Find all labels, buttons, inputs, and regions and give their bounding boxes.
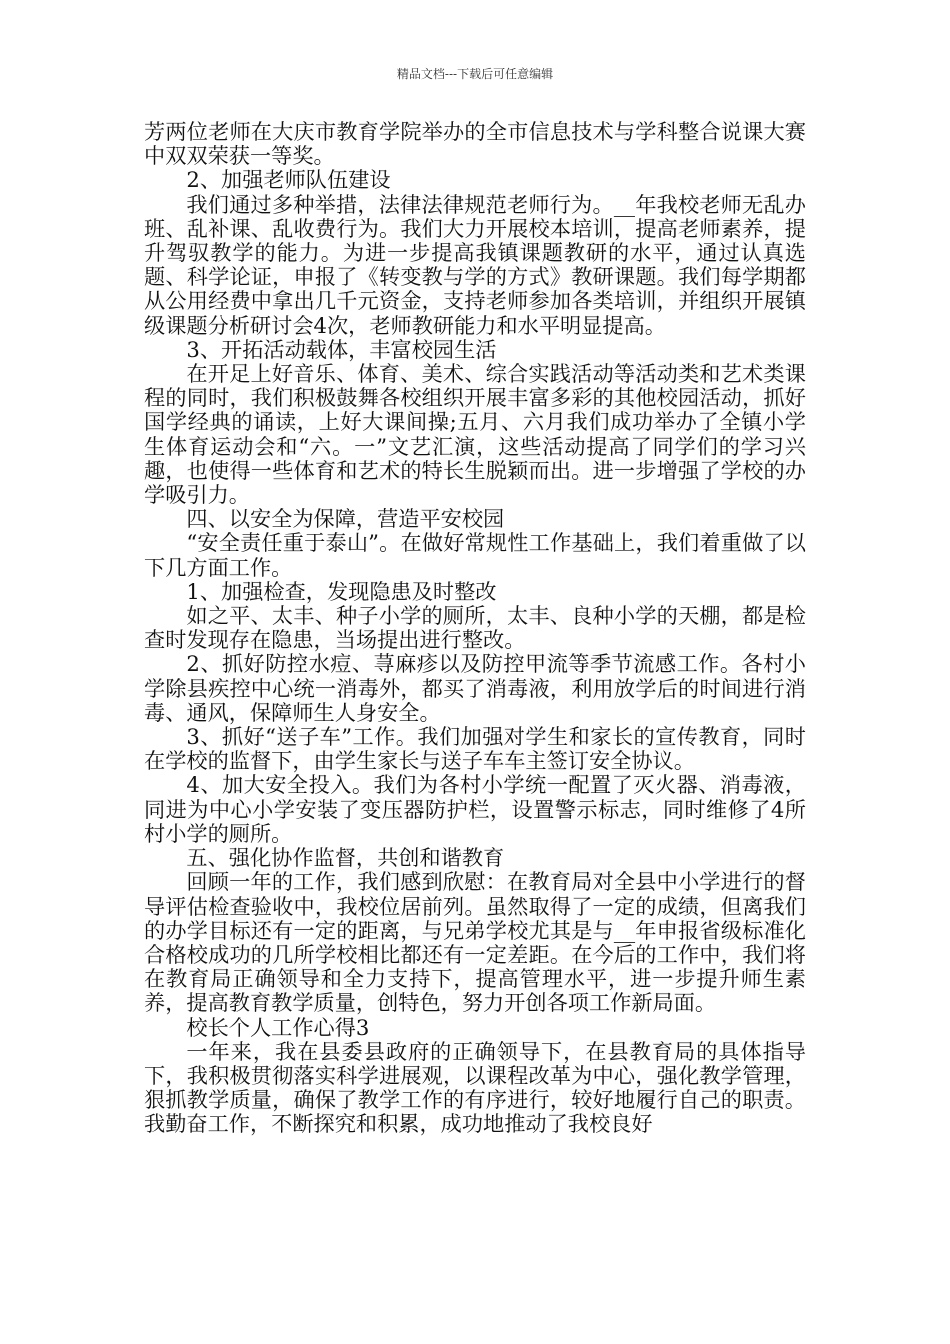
- section-heading: 校长个人工作心得3: [186, 1014, 370, 1040]
- paragraph: 我们通过多种举措，法律法律规范老师行为。__年我校老师无乱办班、乱补课、乱收费行为。我们大力开展校本培训，提高老师素养，提升驾驭教学的能力。为进一步提高我镇课题教研的水平，通过认真选题、科学论证，申报了《转变教与学的方式》教研课题。我们每学期都从公用经费中拿出几千元资金，支持老师参加各类培训，并组织开展镇级课题分析研讨会4次，老师教研能力和水平明显提高。: [144, 191, 806, 338]
- paragraph: 芳两位老师在大庆市教育学院举办的全市信息技术与学科整合说课大赛中双双荣获一等奖。: [144, 119, 806, 169]
- section-heading: 四、以安全为保障，营造平安校园: [186, 506, 505, 532]
- paragraph: 在开足上好音乐、体育、美术、综合实践活动等活动类和艺术类课程的同时，我们积极鼓舞各校组织开展丰富多彩的其他校园活动，抓好国学经典的诵读，上好大课间操;五月、六月我们成功举办了全镇小学生体育运动会和“六。一”文艺汇演，这些活动提高了同学们的学习兴趣，也使得一些体育和艺术的特长生脱颖而出。进一步增强了学校的办学吸引力。: [144, 361, 806, 508]
- page-header: 精品文档---下载后可任意编辑: [396, 67, 554, 81]
- paragraph: 回顾一年的工作，我们感到欣慰：在教育局对全县中小学进行的督导评估检查验收中，我校位居前列。虽然取得了一定的成绩，但离我们的办学目标还有一定的距离，与兄弟学校尤其是与__年申报省级标准化合格校成功的几所学校相比都还有一定差距。在今后的工作中，我们将在教育局正确领导和全力支持下，提高管理水平，进一步提升师生素养，提高教育教学质量，创特色，努力开创各项工作新局面。: [144, 869, 806, 1016]
- document-body: [144, 120, 806, 1137]
- section-heading: 1、加强检查，发现隐患及时整改: [186, 578, 497, 604]
- paragraph: 3、抓好“送子车”工作。我们加强对学生和家长的宣传教育，同时在学校的监督下，由学生家长与送子车车主签订安全协议。: [144, 724, 806, 774]
- paragraph: 2、抓好防控水痘、荨麻疹以及防控甲流等季节流感工作。各村小学除县疾控中心统一消毒外，都买了消毒液，利用放学后的时间进行消毒、通风，保障师生人身安全。: [144, 651, 806, 725]
- section-heading: 五、强化协作监督，共创和谐教育: [186, 845, 505, 871]
- section-heading: 2、加强老师队伍建设: [186, 167, 391, 193]
- paragraph: “安全责任重于泰山”。在做好常规性工作基础上，我们着重做了以下几方面工作。: [144, 530, 806, 580]
- section-heading: 3、开拓活动载体，丰富校园生活: [186, 336, 497, 362]
- paragraph: 如之平、太丰、种子小学的厕所，太丰、良种小学的天棚，都是检查时发现存在隐患，当场提出进行整改。: [144, 603, 806, 653]
- paragraph: 4、加大安全投入。我们为各村小学统一配置了灭火器、消毒液，同进为中心小学安装了变压器防护栏，设置警示标志，同时维修了4所村小学的厕所。: [144, 772, 806, 846]
- paragraph: 一年来，我在县委县政府的正确领导下，在县教育局的具体指导下，我积极贯彻落实科学进展观，以课程改革为中心，强化教学管理，狠抓教学质量，确保了教学工作的有序进行，较好地履行自己的职责。我勤奋工作，不断探究和积累，成功地推动了我校良好: [144, 1038, 806, 1137]
